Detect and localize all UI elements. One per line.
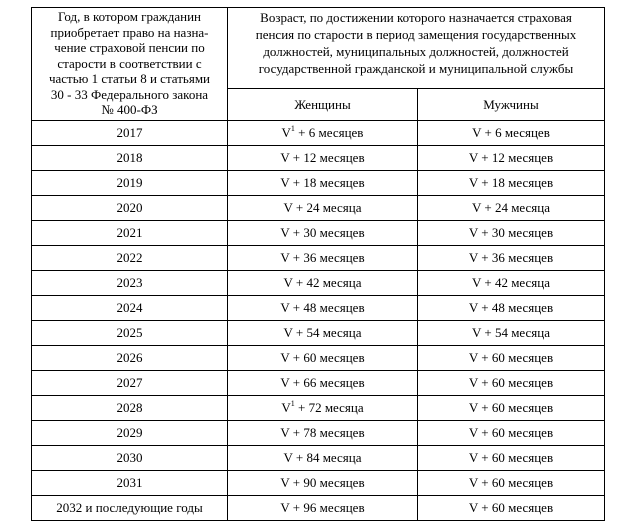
women-age-cell — [228, 196, 418, 221]
women-age-cell — [228, 421, 418, 446]
year-cell: 2022 — [32, 246, 228, 271]
year-cell: 2025 — [32, 321, 228, 346]
year-cell: 2019 — [32, 171, 228, 196]
men-age-cell: V + 60 месяцев — [418, 496, 605, 521]
women-age-value: V + 18 месяцев — [280, 175, 365, 190]
men-age-cell: V + 48 месяцев — [418, 296, 605, 321]
women-age-cell — [228, 296, 418, 321]
women-age-value: V + 12 месяцев — [280, 150, 365, 165]
men-age-cell: V + 18 месяцев — [418, 171, 605, 196]
men-age-cell: V + 54 месяца — [418, 321, 605, 346]
women-age-cell — [228, 496, 418, 521]
age-column-header: Возраст, по достижении которого назначается страховая пенсия по старости в период замещения государственных должностей, муниципальных должностей, должностей государственной гражданской и муниципальной службы — [228, 8, 605, 89]
year-cell: 2027 — [32, 371, 228, 396]
year-cell: 2024 — [32, 296, 228, 321]
year-cell: 2023 — [32, 271, 228, 296]
men-age-cell: V + 60 месяцев — [418, 346, 605, 371]
men-age-cell: V + 60 месяцев — [418, 471, 605, 496]
women-age-value: V — [281, 400, 291, 415]
table-row — [32, 146, 605, 171]
year-cell: 2032 и последующие годы — [32, 496, 228, 521]
men-age-cell: V + 60 месяцев — [418, 446, 605, 471]
women-age-value: V + 54 месяца — [283, 325, 362, 340]
year-cell: 2026 — [32, 346, 228, 371]
year-column-header: Год, в котором гражданин приобретает право на назна- чение страховой пенсии по старости в соответствии с частью 1 статьи 8 и статьями 30 - 33 Федерального закона № 400-ФЗ — [32, 8, 228, 121]
women-age-cell — [228, 146, 418, 171]
women-age-value: V + 42 месяца — [283, 275, 362, 290]
women-age-cell — [228, 446, 418, 471]
year-cell: 2031 — [32, 471, 228, 496]
table-row — [32, 396, 605, 421]
table-row — [32, 346, 605, 371]
table-row — [32, 271, 605, 296]
men-age-cell: V + 12 месяцев — [418, 146, 605, 171]
men-age-cell: V + 30 месяцев — [418, 221, 605, 246]
table-row — [32, 496, 605, 521]
year-cell: 2030 — [32, 446, 228, 471]
women-age-cell — [228, 371, 418, 396]
women-age-value: V + 66 месяцев — [280, 375, 365, 390]
women-age-cell — [228, 121, 418, 146]
table-row — [32, 471, 605, 496]
table-row — [32, 196, 605, 221]
women-age-cell — [228, 221, 418, 246]
women-age-cell — [228, 271, 418, 296]
year-cell: 2018 — [32, 146, 228, 171]
year-cell: 2028 — [32, 396, 228, 421]
women-age-value-rest: + 72 месяца — [294, 400, 364, 415]
women-age-cell — [228, 346, 418, 371]
women-age-value: V + 96 месяцев — [280, 500, 365, 515]
women-age-value: V + 60 месяцев — [280, 350, 365, 365]
men-age-cell: V + 36 месяцев — [418, 246, 605, 271]
women-age-cell — [228, 396, 418, 421]
table-row — [32, 371, 605, 396]
women-age-value: V + 30 месяцев — [280, 225, 365, 240]
women-age-value: V + 78 месяцев — [280, 425, 365, 440]
table-row — [32, 246, 605, 271]
header-row — [32, 8, 605, 89]
table-row — [32, 446, 605, 471]
pension-age-table — [31, 7, 605, 521]
table-row — [32, 321, 605, 346]
year-cell: 2020 — [32, 196, 228, 221]
year-cell: 2017 — [32, 121, 228, 146]
men-age-cell: V + 24 месяца — [418, 196, 605, 221]
women-age-value: V + 90 месяцев — [280, 475, 365, 490]
men-age-cell: V + 60 месяцев — [418, 396, 605, 421]
women-age-value-rest: + 6 месяцев — [294, 125, 364, 140]
women-age-value: V + 36 месяцев — [280, 250, 365, 265]
men-age-cell: V + 60 месяцев — [418, 421, 605, 446]
men-age-cell: V + 6 месяцев — [418, 121, 605, 146]
women-age-cell — [228, 471, 418, 496]
table-row — [32, 221, 605, 246]
table-row — [32, 296, 605, 321]
women-age-value: V + 84 месяца — [283, 450, 362, 465]
table-row — [32, 421, 605, 446]
footnote-marker: 1 — [290, 399, 295, 408]
men-column-header: Мужчины — [418, 89, 605, 121]
footnote-marker: 1 — [290, 124, 295, 133]
women-age-value: V + 48 месяцев — [280, 300, 365, 315]
women-age-cell — [228, 321, 418, 346]
women-column-header: Женщины — [228, 89, 418, 121]
women-age-cell — [228, 246, 418, 271]
women-age-value: V + 24 месяца — [283, 200, 362, 215]
table-row — [32, 171, 605, 196]
year-cell: 2029 — [32, 421, 228, 446]
men-age-cell: V + 42 месяца — [418, 271, 605, 296]
year-cell: 2021 — [32, 221, 228, 246]
women-age-value: V — [281, 125, 291, 140]
table-row — [32, 121, 605, 146]
women-age-cell — [228, 171, 418, 196]
men-age-cell: V + 60 месяцев — [418, 371, 605, 396]
